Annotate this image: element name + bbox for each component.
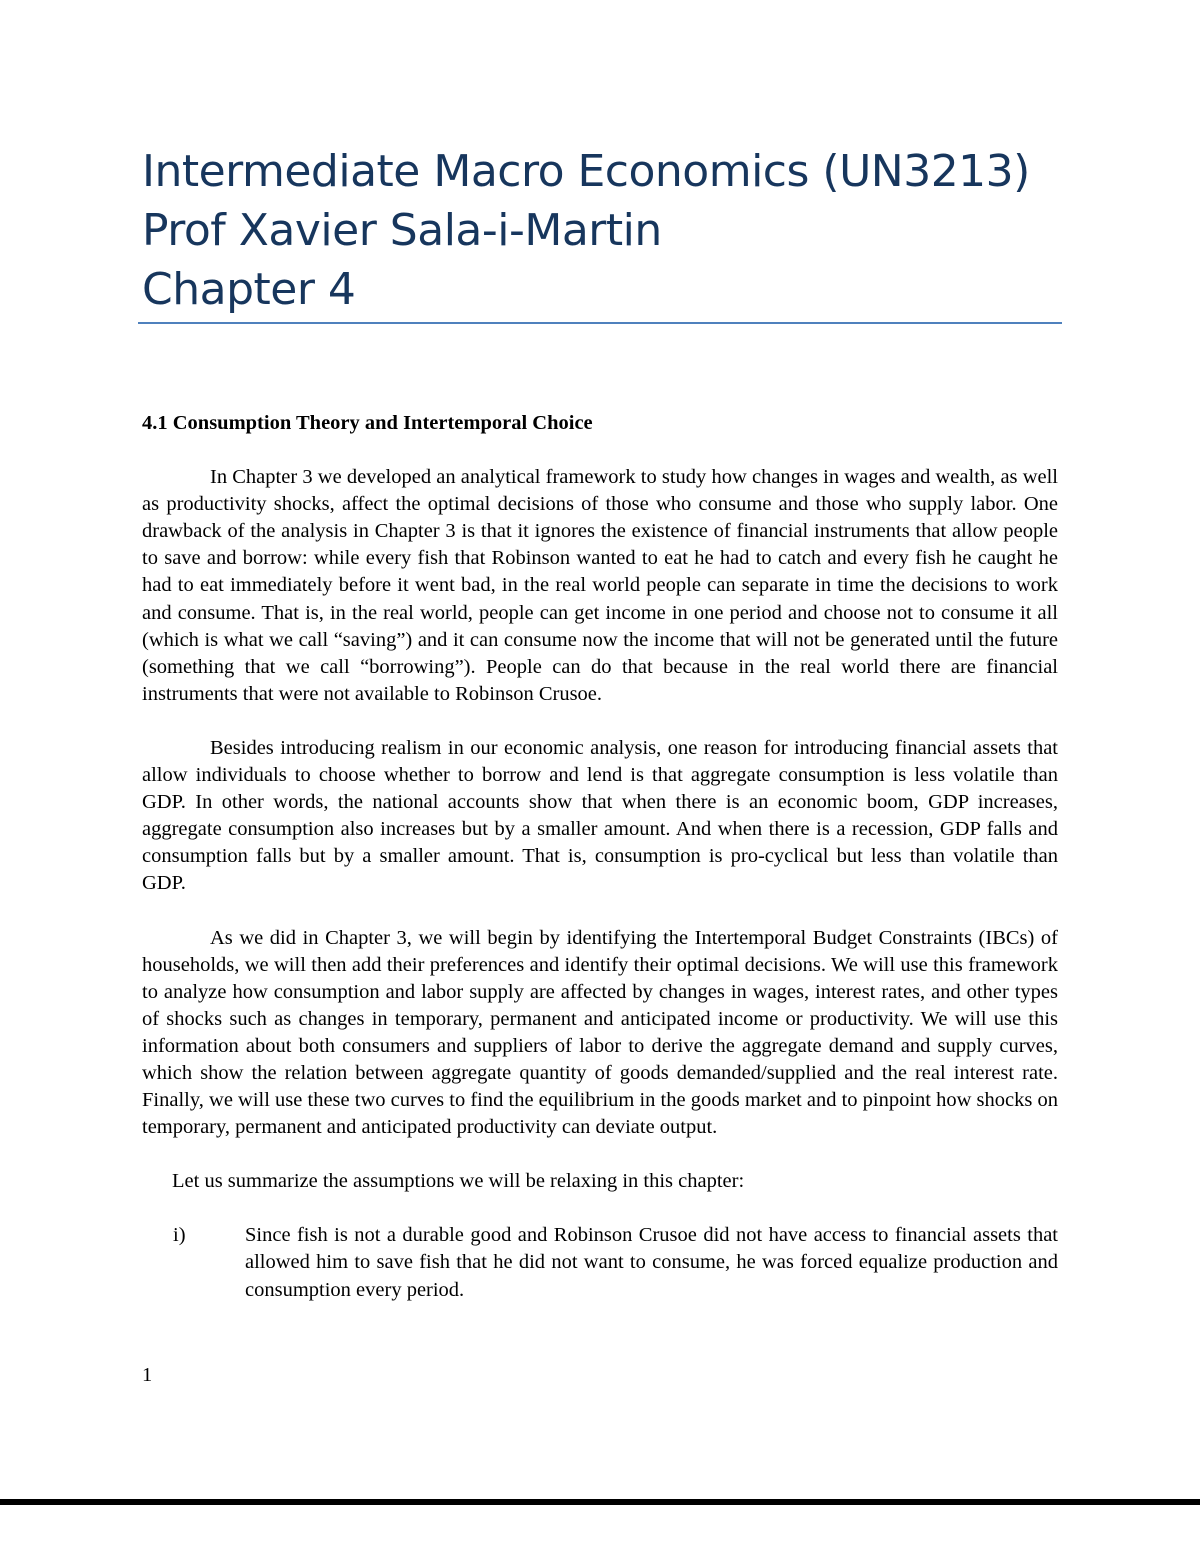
paragraph-3: As we did in Chapter 3, we will begin by identifying the Intertemporal Budget Constraints (IBCs) of households, we will then add their preferences and identify their optimal decisions. We will use this framework to analyze how consumption and labor supply are affected by changes in wages, interest rates, and other types of shocks such as changes in temporary, permanent and anticipated income or productivity. We will use this information about both consumers and suppliers of labor to derive the aggregate demand and supply curves, which show the relation between aggregate quantity of goods demanded/supplied and the real interest rate. Finally, we will use these two curves to find the equilibrium in the goods market and to pinpoint how shocks on temporary, permanent and anticipated productivity can deviate output. (142, 926, 1058, 1139)
page-number: 1 (142, 1364, 153, 1386)
summary-intro: Let us summarize the assumptions we will be relaxing in this chapter: (172, 1170, 745, 1193)
list-item-text: Since fish is not a durable good and Robinson Crusoe did not have access to financial assets that allowed him to save fish that he did not want to consume, he was forced equalize production and consumption every period. (245, 1224, 1058, 1301)
footer-divider (0, 1499, 1200, 1505)
list-marker: i) (173, 1224, 186, 1247)
title-divider (138, 322, 1062, 324)
course-title: Intermediate Macro Economics (UN3213) (142, 146, 1030, 197)
section-heading: 4.1 Consumption Theory and Intertemporal Choice (142, 412, 593, 434)
document-body (142, 410, 1058, 1304)
paragraph-2: Besides introducing realism in our economic analysis, one reason for introducing financial assets that allow individuals to choose whether to borrow and lend is that aggregate consumption is less volatile than GDP. In other words, the national accounts show that when there is an economic boom, GDP increases, aggregate consumption also increases but by a smaller amount. And when there is a recession, GDP falls and consumption falls but by a smaller amount. That is, consumption is pro-cyclical but less than volatile than GDP. (142, 736, 1058, 895)
chapter-title: Chapter 4 (142, 264, 356, 315)
professor-name: Prof Xavier Sala-i-Martin (142, 205, 662, 256)
document-title (142, 142, 1060, 319)
paragraph-1: In Chapter 3 we developed an analytical framework to study how changes in wages and wealth, as well as productivity shocks, affect the optimal decisions of those who consume and those who supply labor. One drawback of the analysis in Chapter 3 is that it ignores the existence of financial instruments that allow people to save and borrow: while every fish that Robinson wanted to eat he had to catch and every fish he caught he had to eat immediately before it went bad, in the real world people can separate in time the decisions to work and consume. That is, in the real world, people can get income in one period and choose not to consume it all (which is what we call “saving”) and it can consume now the income that will not be generated until the future (something that we call “borrowing”). People can do that because in the real world there are financial instruments that were not available to Robinson Crusoe. (142, 466, 1058, 705)
list-item (142, 1222, 1058, 1303)
